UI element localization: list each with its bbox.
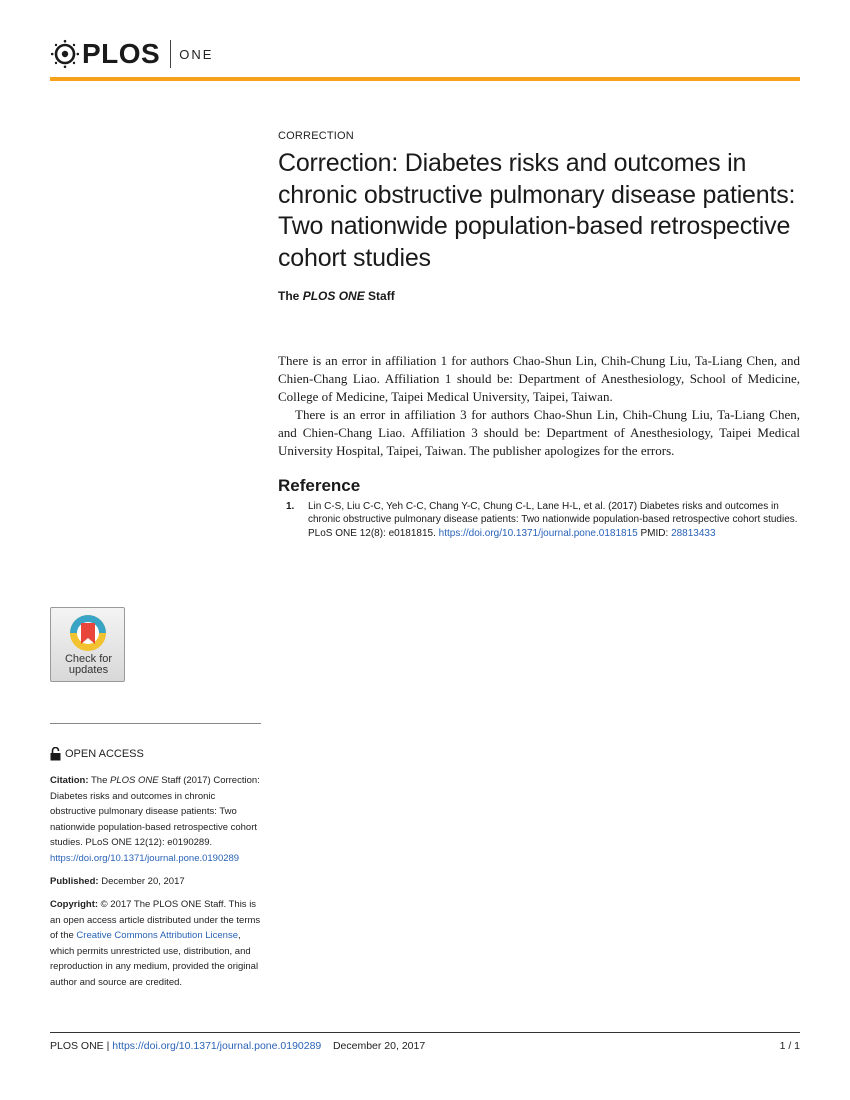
check-for-updates-button[interactable] bbox=[50, 607, 125, 682]
citation-journal: PLOS ONE bbox=[110, 775, 159, 786]
reference-item bbox=[278, 500, 800, 540]
article-body bbox=[278, 352, 800, 460]
open-lock-icon bbox=[50, 747, 61, 761]
author-prefix: The bbox=[278, 289, 300, 303]
citation-label: Citation: bbox=[50, 775, 89, 786]
open-access-label bbox=[50, 747, 144, 761]
copyright-block bbox=[50, 897, 262, 991]
copyright-label: Copyright: bbox=[50, 899, 99, 910]
reference-list bbox=[278, 500, 800, 540]
citation-text: Staff (2017) Correction: Diabetes risks and outcomes in chronic obstructive pulmonary disease patients: Two nationwide population-based retrospective cohort studies. PLoS ONE 12(12): e0190289. bbox=[50, 775, 260, 849]
footer-date: December 20, 2017 bbox=[332, 1040, 426, 1052]
author-journal: PLOS ONE bbox=[302, 289, 365, 303]
article-type-label: CORRECTION bbox=[278, 130, 354, 142]
badge-line-1: Check for bbox=[64, 653, 113, 665]
sidebar-divider bbox=[50, 723, 261, 724]
body-paragraph: There is an error in affiliation 3 for authors Chao-Shun Lin, Chih-Chung Liu, Ta-Liang Chen, and Chien-Chang Liao. Affiliation 3 should be: Department of Anesthesiology, Taipei Medical University Hospital, Taipei, Taiwan. The publisher apologizes for the errors. bbox=[278, 407, 800, 458]
reference-number: 1. bbox=[286, 501, 295, 512]
bookmark-update-icon bbox=[68, 613, 108, 653]
copyright-text-continued: , which permits unrestricted use, distribution, and reproduction in any medium, provided the original author and source are credited. bbox=[50, 930, 259, 988]
published-block bbox=[50, 874, 262, 890]
citation-block bbox=[50, 773, 262, 867]
page-footer bbox=[50, 1040, 800, 1052]
footer-doi-link[interactable]: https://doi.org/10.1371/journal.pone.0190289 bbox=[112, 1040, 322, 1052]
check-for-updates-label bbox=[51, 654, 126, 676]
copyright-text: © 2017 The PLOS ONE Staff. This is an open access article distributed under the terms of the bbox=[50, 899, 261, 942]
body-paragraph: There is an error in affiliation 1 for authors Chao-Shun Lin, Chih-Chung Liu, Ta-Liang Chen, and Chien-Chang Liao. Affiliation 1 should be: Department of Anesthesiology, School of Medicine, College of Medicine, Taipei Medical University, Taipei, Taiwan. bbox=[278, 353, 800, 404]
footer-journal: PLOS ONE bbox=[50, 1040, 104, 1052]
logo-wordmark: PLOS bbox=[82, 38, 161, 69]
footer-separator: | bbox=[106, 1040, 110, 1052]
header-accent-rule bbox=[50, 77, 800, 81]
open-access-text: OPEN ACCESS bbox=[65, 748, 144, 760]
license-link[interactable]: Creative Commons Attribution License bbox=[76, 930, 238, 942]
reference-pmid-label: PMID: bbox=[640, 527, 669, 539]
page-number: 1 / 1 bbox=[779, 1040, 800, 1052]
citation-prefix: The bbox=[91, 775, 108, 786]
reference-text-block bbox=[308, 500, 800, 540]
badge-line-2: updates bbox=[68, 664, 109, 676]
logo-journal: ONE bbox=[179, 46, 214, 62]
reference-text: Lin C-S, Liu C-C, Yeh C-C, Chang Y-C, Chung C-L, Lane H-L, et al. (2017) Diabetes risks and outcomes in chronic obstructive pulmonary disease patients: Two nationwide population-based retrospective cohort studies. PLoS ONE 12(8): e0181815. bbox=[308, 501, 798, 539]
reference-doi-link[interactable]: https://doi.org/10.1371/journal.pone.0181815 bbox=[438, 527, 638, 539]
plos-globe-icon bbox=[50, 39, 80, 69]
published-date: December 20, 2017 bbox=[101, 876, 185, 887]
citation-doi-link[interactable]: https://doi.org/10.1371/journal.pone.0190289 bbox=[50, 852, 240, 864]
article-title: Correction: Diabetes risks and outcomes in chronic obstructive pulmonary disease patients: Two nationwide population-based retrospective cohort studies bbox=[278, 149, 796, 272]
plos-one-logo[interactable] bbox=[50, 36, 213, 72]
published-label: Published: bbox=[50, 876, 99, 887]
footer-rule bbox=[50, 1032, 800, 1033]
author-line bbox=[278, 289, 395, 303]
author-suffix: Staff bbox=[368, 289, 395, 303]
references-heading: Reference bbox=[278, 476, 361, 495]
logo-divider bbox=[170, 40, 171, 68]
reference-pmid-link[interactable]: 28813433 bbox=[671, 527, 716, 539]
